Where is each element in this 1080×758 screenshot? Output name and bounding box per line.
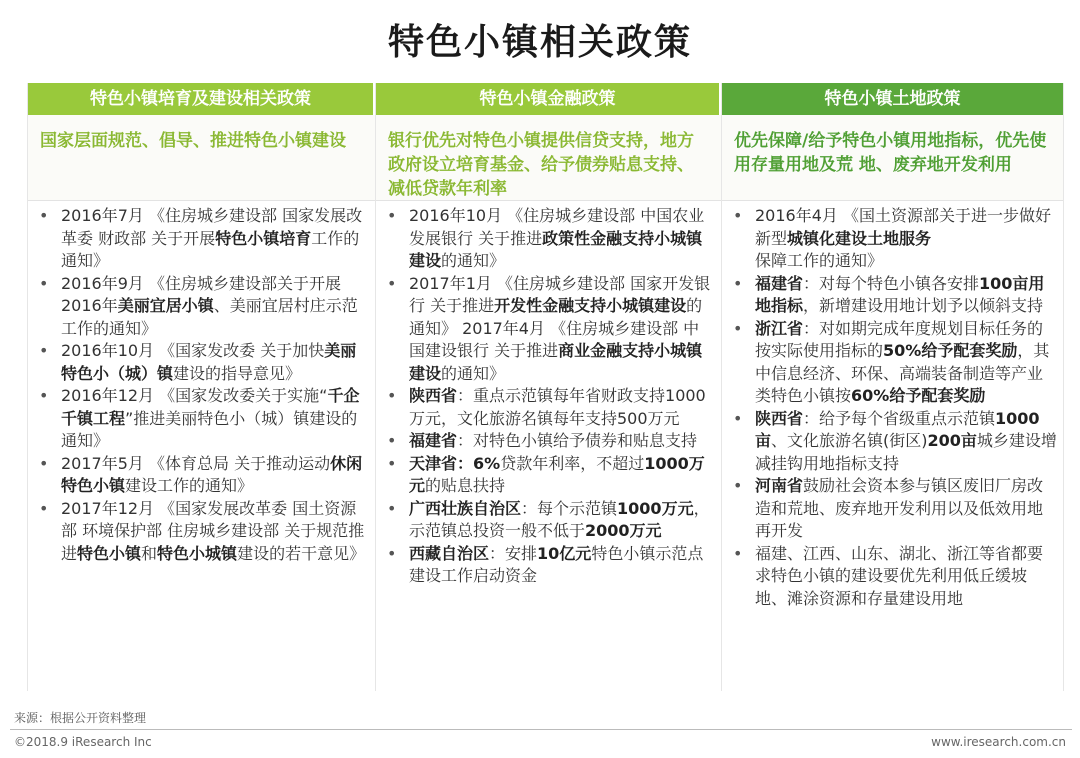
list-item [37,385,369,453]
item-text: 的通知》 [441,363,506,383]
item-text: 2016年7月 《住房城乡建设部 国家发展改革委 财政部 关于开展 [61,206,363,248]
policy-list [28,201,375,565]
highlight-text: 特色小城镇 [157,543,238,563]
list-item [385,430,715,453]
highlight-text: 千企千镇工程 [61,386,360,428]
item-text: ：对特色小镇给予债券和贴息支持 [457,431,698,450]
highlight-text: 天津省： [409,453,474,473]
item-text: 2017年1月 《住房城乡建设部 国家开发银行 关于推进 [409,273,711,315]
item-text: ”推进美丽特色小（城）镇建设的通知》 [61,408,358,450]
bullet-icon: • [387,386,397,405]
item-text: ，其中信息经济、环保、高端装备制造等产业类特色小镇按 [755,341,1050,405]
highlight-text: 西藏自治区 [409,543,490,563]
list-item [731,408,1057,476]
highlight-text: 6% [473,453,501,473]
highlight-text: 美丽宜居小镇 [117,296,214,315]
item-text: 福建、江西、山东、湖北、浙江等省都要求特色小镇的建设要优先利用低丘缓坡地、滩涂资源和存量建设用地 [755,543,1044,608]
list-item [37,205,369,273]
highlight-text: 50%给予配套奖励 [883,341,1018,360]
item-text: 建设的若干意见》 [237,543,366,563]
item-text: 贷款年利率，不超过 [500,453,645,473]
bullet-icon: • [39,453,49,473]
item-text: 2016年12月 《国家发改委关于实施“ [61,386,328,405]
bullet-icon: • [733,206,743,225]
policy-table [27,83,1064,691]
highlight-text: 2000万元 [585,521,662,540]
item-text: 2016年9月 《住房城乡建设部关于开展2016年 [61,273,341,315]
highlight-text: 商业金融支持小城镇建设 [409,341,703,383]
highlight-text: 城镇化建设土地服务 [787,228,932,248]
bullet-icon: • [39,498,49,518]
item-text: 2017年12月 《国家发展改革委 国土资源部 环境保护部 住房城乡建设部 关于规范推进 [61,498,365,563]
column-cultivation-policy [28,83,376,691]
highlight-text: 陕西省 [409,386,458,405]
highlight-text: 60%给予配套奖励 [851,386,986,405]
column-land-policy [722,83,1064,691]
list-item [385,498,715,543]
list-item [385,543,715,588]
list-item [37,273,369,341]
item-text: 城乡建设增减挂钩用地指标支持 [755,431,1057,473]
item-text: ：安排 [489,543,538,563]
footer-divider [10,729,1072,730]
item-text: 建设的指导意见》 [173,363,302,383]
highlight-text: 特色小镇 [77,543,142,563]
bullet-icon: • [387,543,397,563]
list-item [731,543,1057,611]
item-text: 的贴息扶持 [425,476,506,495]
item-text: 鼓励社会资本参与镇区废旧厂房改造和荒地、废弃地开发利用以及低效用地再开发 [755,476,1044,540]
item-text: ：对每个特色小镇各安排 [803,273,980,293]
bullet-icon: • [733,273,743,293]
bullet-icon: • [39,386,49,405]
bullet-icon: • [387,453,397,473]
policy-list [722,201,1063,610]
column-summary: 优先保障/给予特色小镇用地指标，优先使用存量用地及荒 地、废弃地开发利用 [722,115,1063,201]
bullet-icon: • [387,498,397,518]
column-finance-policy [376,83,722,691]
bullet-icon: • [39,273,49,293]
column-header: 特色小镇金融政策 [376,83,719,115]
page-title: 特色小镇相关政策 [387,22,692,63]
item-text: ：每个示范镇 [521,498,618,518]
website-link[interactable]: www.iresearch.com.cn [931,735,1066,749]
list-item [385,273,715,386]
copyright: ©2018.9 iResearch Inc [14,735,152,749]
policy-list [376,201,721,588]
column-header: 特色小镇土地政策 [722,83,1063,115]
item-text: ，新增建设用地计划予以倾斜支持 [803,296,1044,315]
highlight-text: 休闲特色小镇 [61,453,363,495]
item-text: ：重点示范镇每年省财政支持1000万元，文化旅游名镇每年支持500万元 [409,386,706,428]
item-text: 2016年4月 《国土资源部关于进一步做好新型 [755,206,1051,248]
highlight-text: 政策性金融支持小城镇建设 [409,228,703,270]
list-item [37,498,369,566]
list-item [731,318,1057,408]
bullet-icon: • [387,273,397,293]
highlight-text: 1000万元 [409,453,705,495]
bullet-icon: • [39,341,49,360]
bullet-icon: • [733,408,743,428]
highlight-text: 10亿元 [537,543,592,563]
list-item [731,273,1057,318]
list-item [37,340,369,385]
bullet-icon: • [733,543,743,563]
highlight-text: 陕西省 [755,408,804,428]
highlight-text: 福建省 [409,431,458,450]
item-text: ：给予每个省级重点示范镇 [803,408,996,428]
highlight-text: 河南省 [755,476,804,495]
item-text: 和 [141,543,158,563]
item-text: ，示范镇总投资一般不低于 [409,498,710,540]
highlight-text: 100亩用地指标 [755,273,1045,315]
column-summary: 国家层面规范、倡导、推进特色小镇建设 [28,115,375,201]
highlight-text: 200亩 [927,431,977,450]
item-text: ：对如期完成年度规划目标任务的按实际使用指标的 [755,318,1044,360]
item-text: 特色小镇示范点建设工作启动资金 [409,543,704,585]
highlight-text: 福建省 [755,273,804,293]
list-item [731,205,1057,273]
column-header: 特色小镇培育及建设相关政策 [28,83,373,115]
item-text: 建设工作的通知》 [125,476,254,495]
column-summary: 银行优先对特色小镇提供信贷支持，地方政府设立培育基金、给予债券贴息支持、减低贷款年利率 [376,115,721,201]
list-item [385,453,715,498]
bullet-icon: • [733,318,743,338]
source-note: 来源：根据公开资料整理 [14,711,147,725]
highlight-text: 开发性金融支持小城镇建设 [494,296,687,315]
item-text: 的通知》 [441,251,506,270]
highlight-text: 美丽特色小（城）镇 [61,341,357,383]
item-text: 2017年5月 《体育总局 关于推动运动 [61,453,331,473]
list-item [385,205,715,273]
item-text: 的通知》 2017年4月 《住房城乡建设部 中国建设银行 关于推进 [409,296,703,360]
highlight-text: 1000万元 [617,498,694,518]
item-text: 2016年10月 《住房城乡建设部 中国农业发展银行 关于推进 [409,206,705,248]
bullet-icon: • [387,206,397,225]
highlight-text: 浙江省 [755,318,804,338]
bullet-icon: • [387,431,397,450]
highlight-text: 1000亩 [755,408,1040,450]
highlight-text: 特色小镇培育 [215,228,312,248]
item-text: 、文化旅游名镇(街区) [771,431,928,450]
item-text: 保障工作的通知》 [755,251,884,270]
item-text: 工作的通知》 [61,228,360,270]
highlight-text: 广西壮族自治区 [409,498,522,518]
list-item [731,475,1057,543]
bullet-icon: • [733,476,743,495]
bullet-icon: • [39,206,49,225]
item-text: 、美丽宜居村庄示范工作的通知》 [61,296,358,338]
list-item [385,385,715,430]
item-text: 2016年10月 《国家发改委 关于加快 [61,341,325,360]
list-item [37,453,369,498]
